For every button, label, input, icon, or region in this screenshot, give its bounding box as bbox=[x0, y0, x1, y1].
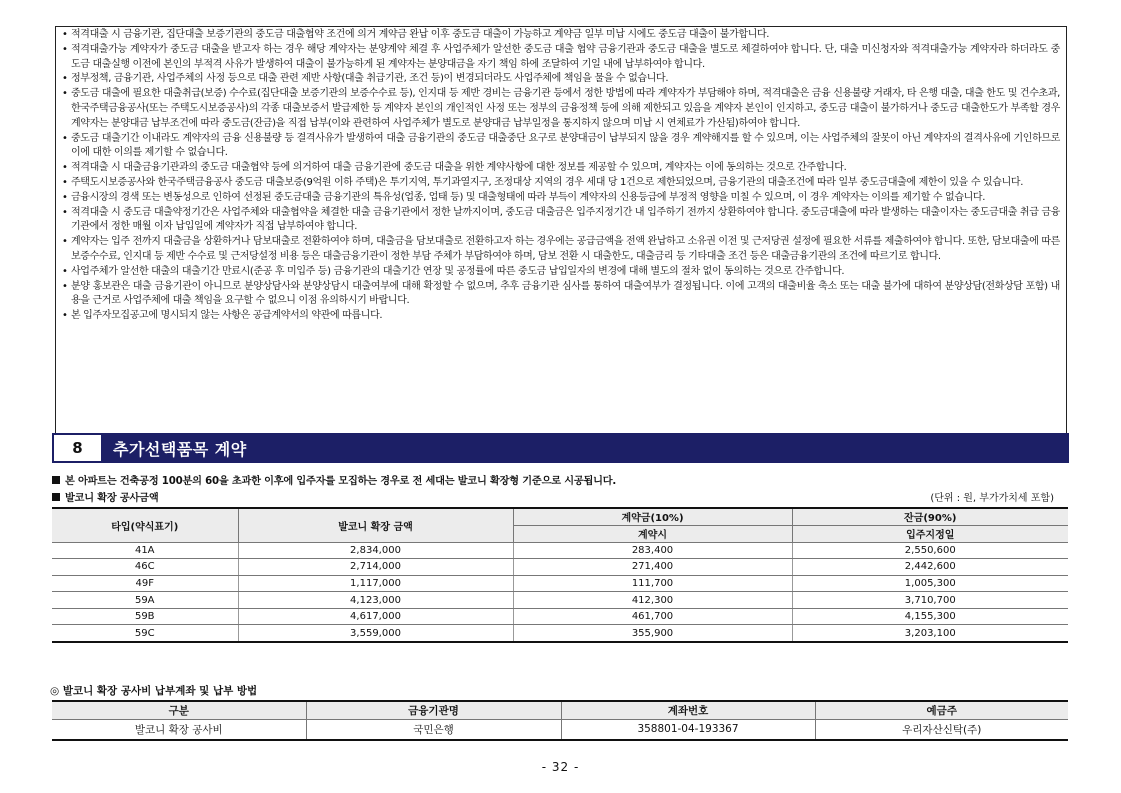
notice-item: • 중도금 대출기간 이내라도 계약자의 금융 신용불량 등 결격사유가 발생하여 대출 금융기관의 중도금 대출중단 요구로 분양대금이 납부되지 않을 경우 계약해지를 할 수 있으며, 이는 사업주체의 잘못이 아닌 계약자의 결격사유에 기인하므로 이에 대한 이의를 제기할 수 없습니다. bbox=[62, 132, 1060, 162]
account-header-bank: 금융기관명 bbox=[306, 701, 561, 719]
amount-cell: 2,714,000 bbox=[238, 559, 513, 576]
col-amount-header: 발코니 확장 금액 bbox=[238, 508, 513, 542]
balance-cell: 2,442,600 bbox=[792, 559, 1068, 576]
unit-note: (단위 : 원, 부가가치세 포함) bbox=[930, 493, 1054, 504]
col-contract-sub-header: 계약시 bbox=[513, 525, 792, 542]
amount-cell: 3,559,000 bbox=[238, 625, 513, 642]
col-balance-header: 잔금(90%) bbox=[792, 508, 1068, 525]
notice-item: • 중도금 대출에 필요한 대출취급(보증) 수수료(집단대출 보증기관의 보증수수료 등), 인지대 등 제반 경비는 금융기관 등에서 정한 방법에 따라 계약자가 부담해야 하며, 적격대출은 금융 신용불량 거래자, 타 은행 대출, 대출 한도 및 건수초과, 한국주택금융공사(또는 주택도시보증공사)의 각종 대출보증서 발급제한 등 계약자 본인의 개인적인 사정 또는 정부의 금융정책 등에 의해 제한되고 있음을 계약자 본인이 인지하고, 중도금 대출이 불가하거나 중도금 대출한도가 부족할 경우 계약자는 분양대금 납부조건에 따라 중도금(잔금)을 직접 납부(이와 관련하여 사업주체가 별도로 분양대금 납부일정을 통지하지 않으며 미납 시 연체료가 가산됨)하여야 합니다. bbox=[62, 87, 1060, 131]
contract-cell: 283,400 bbox=[513, 542, 792, 559]
balance-cell: 4,155,300 bbox=[792, 608, 1068, 625]
table-row bbox=[52, 559, 1068, 576]
amount-cell: 4,123,000 bbox=[238, 592, 513, 609]
type-cell: 59C bbox=[52, 625, 238, 642]
notice-item: • 적격대출 시 금융기관, 집단대출 보증기관의 중도금 대출협약 조건에 의거 계약금 완납 이후 중도금 대출이 가능하고 계약금 일부 미납 시에도 중도금 대출이 불가합니다. bbox=[62, 28, 1060, 43]
notice-item: • 사업주체가 알선한 대출의 대출기간 만료시(준공 후 미입주 등) 금융기관의 대출기간 연장 및 공정률에 따른 중도금 납입일자의 변경에 대해 별도의 절차 없이 동의하는 것으로 간주합니다. bbox=[62, 265, 1060, 280]
notice-item: • 적격대출가능 계약자가 중도금 대출을 받고자 하는 경우 해당 계약자는 분양계약 체결 후 사업주체가 알선한 중도금 대출 협약 금융기관과 중도금 대출을 별도로 체결하여야 합니다. 단, 대출 미신청자와 적격대출가능 계약자라 하더라도 중도금 대출실행 이전에 본인의 부적격 사유가 발생하여 대출이 불가능하게 된 계약자는 분양대금을 자기 책임 하에 조달하여 기일 내에 납부하여야 합니다. bbox=[62, 43, 1060, 73]
account-number-cell: 358801-04-193367 bbox=[561, 719, 815, 740]
account-header-holder: 예금주 bbox=[815, 701, 1068, 719]
table-row bbox=[52, 625, 1068, 642]
balance-cell: 1,005,300 bbox=[792, 575, 1068, 592]
square-bullet-icon bbox=[52, 476, 60, 484]
page-number: - 32 - bbox=[541, 760, 580, 774]
col-contract-header: 계약금(10%) bbox=[513, 508, 792, 525]
notice-item: • 계약자는 입주 전까지 대출금을 상환하거나 담보대출로 전환하여야 하며, 대출금을 담보대출로 전환하고자 하는 경우에는 공급금액을 전액 완납하고 소유권 이전 및 근저당권 설정에 필요한 서류를 제출하여야 합니다. 또한, 담보대출에 따른 보증수수료, 인지대 등 제반 수수료 및 근저당설정 비용 등은 대출금융기관이 정한 부담 주체가 부담하여야 하며, 담보 전환 시 대출한도, 대출금리 등 기타대출 조건 등은 대출금융기관의 조건에 따르기로 합니다. bbox=[62, 235, 1060, 265]
notice-item: • 적격대출 시 대출금융기관과의 중도금 대출협약 등에 의거하여 대출 금융기관에 중도금 대출을 위한 계약사항에 대한 정보를 제공할 수 있으며, 계약자는 이에 동의하는 것으로 간주합니다. bbox=[62, 161, 1060, 176]
type-cell: 46C bbox=[52, 559, 238, 576]
account-header-number: 계좌번호 bbox=[561, 701, 815, 719]
payment-account-table bbox=[52, 700, 1068, 741]
type-cell: 59B bbox=[52, 608, 238, 625]
balance-cell: 2,550,600 bbox=[792, 542, 1068, 559]
account-category-cell: 발코니 확장 공사비 bbox=[52, 719, 306, 740]
apartment-note: 본 아파트는 건축공정 100분의 60을 초과한 이후에 입주자를 모집하는 경우로 전 세대는 발코니 확장형 기준으로 시공됩니다. bbox=[52, 472, 616, 487]
balcony-heading: 발코니 확장 공사금액 bbox=[52, 489, 158, 504]
table-row bbox=[52, 608, 1068, 625]
table-row bbox=[52, 542, 1068, 559]
table-row bbox=[52, 592, 1068, 609]
account-bank-cell: 국민은행 bbox=[306, 719, 561, 740]
notice-item: • 본 입주자모집공고에 명시되지 않는 사항은 공급계약서의 약관에 따릅니다. bbox=[62, 309, 1060, 324]
notice-item: • 주택도시보증공사와 한국주택금융공사 중도금 대출보증(9억원 이하 주택)은 투기지역, 투기과열지구, 조정대상 지역의 경우 세대 당 1건으로 제한되었으며, 금융기관의 대출조건에 따라 일부 중도금대출에 제한이 있을 수 있습니다. bbox=[62, 176, 1060, 191]
loan-notice-box bbox=[55, 26, 1067, 439]
balance-cell: 3,710,700 bbox=[792, 592, 1068, 609]
amount-cell: 1,117,000 bbox=[238, 575, 513, 592]
table-row bbox=[52, 719, 1068, 740]
balance-cell: 3,203,100 bbox=[792, 625, 1068, 642]
type-cell: 41A bbox=[52, 542, 238, 559]
type-cell: 59A bbox=[52, 592, 238, 609]
contract-cell: 355,900 bbox=[513, 625, 792, 642]
section-number: 8 bbox=[54, 435, 101, 461]
notice-item: • 분양 홍보관은 대출 금융기관이 아니므로 분양상담사와 분양상담시 대출여부에 대해 확정할 수 없으며, 추후 금융기관 심사를 통하여 대출여부가 결정됩니다. 이에 고객의 대출비율 축소 또는 대출 불가에 대하여 분양상담(전화상담 포함) 내용을 근거로 사업주체에 대출 책임을 요구할 수 없으니 이점 유의하시기 바랍니다. bbox=[62, 280, 1060, 310]
section-header bbox=[52, 433, 1069, 463]
square-bullet-icon bbox=[52, 493, 60, 501]
balcony-price-table bbox=[52, 507, 1068, 643]
notice-item: • 적격대출 시 중도금 대출약정기간은 사업주체와 대출협약을 체결한 대출 금융기관에서 정한 날까지이며, 중도금 대출금은 입주지정기간 내 입주하기 전까지 상환하여야 합니다. 중도금대출에 따라 발생하는 대출이자는 중도금대출 취급 금융기관에서 정한 매월 이자 납입일에 계약자가 직접 납부하여야 합니다. bbox=[62, 206, 1060, 236]
notice-item: • 정부정책, 금융기관, 사업주체의 사정 등으로 대출 관련 제반 사항(대출 취급기관, 조건 등)이 변경되더라도 사업주체에 책임을 물을 수 없습니다. bbox=[62, 72, 1060, 87]
account-holder-cell: 우리자산신탁(주) bbox=[815, 719, 1068, 740]
contract-cell: 412,300 bbox=[513, 592, 792, 609]
type-cell: 49F bbox=[52, 575, 238, 592]
col-balance-sub-header: 입주지정일 bbox=[792, 525, 1068, 542]
contract-cell: 111,700 bbox=[513, 575, 792, 592]
contract-cell: 461,700 bbox=[513, 608, 792, 625]
amount-cell: 2,834,000 bbox=[238, 542, 513, 559]
col-type-header: 타입(약식표기) bbox=[52, 508, 238, 542]
amount-cell: 4,617,000 bbox=[238, 608, 513, 625]
section-title: 추가선택품목 계약 bbox=[113, 439, 247, 459]
account-title: ◎ 발코니 확장 공사비 납부계좌 및 납부 방법 bbox=[50, 685, 258, 697]
table-row bbox=[52, 575, 1068, 592]
account-header-category: 구분 bbox=[52, 701, 306, 719]
contract-cell: 271,400 bbox=[513, 559, 792, 576]
notice-item: • 금융시장의 경색 또는 변동성으로 인하여 선정된 중도금대출 금융기관의 특유성(업종, 업태 등) 및 대출형태에 따라 부득이 계약자의 신용등급에 부정적 영향을 미칠 수 있으며, 이 경우 계약자는 이의를 제기할 수 없습니다. bbox=[62, 191, 1060, 206]
